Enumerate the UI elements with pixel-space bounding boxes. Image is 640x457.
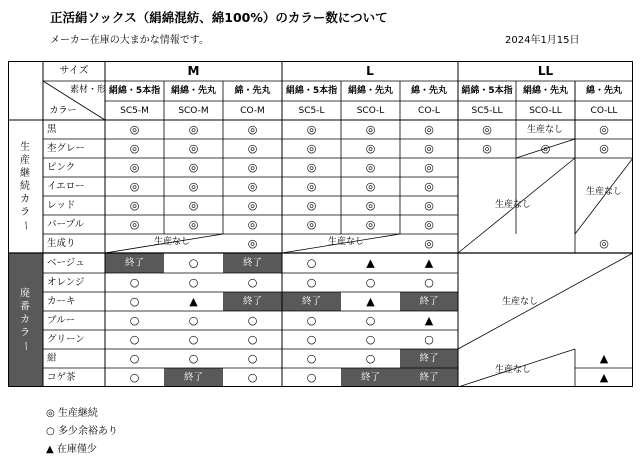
status-cell: ◎	[424, 142, 434, 155]
status-cell: ○	[247, 314, 258, 327]
status-cell: ◎	[306, 161, 317, 174]
row-color-label: パープル	[47, 219, 85, 230]
page-title: 正活絹ソックス（絹綿混紡、綿100%）のカラー数について	[50, 10, 388, 25]
group-label-continued: カ	[20, 194, 30, 205]
material-header: 絹綿・先丸	[522, 86, 569, 96]
status-cell: ○	[188, 333, 199, 346]
row-color-label: レッド	[47, 200, 76, 211]
material-header: 絹綿・5本指	[285, 86, 338, 96]
product-code: SCO-M	[178, 106, 209, 116]
row-color-label: 生成り	[47, 238, 76, 249]
status-cell: ◎	[365, 180, 376, 193]
status-cell: ◎	[129, 161, 140, 174]
status-cell: ▲	[366, 295, 375, 308]
color-label: カラー	[49, 106, 77, 116]
group-label-continued: ー	[19, 220, 31, 231]
group-label-continued: 続	[20, 181, 30, 192]
status-cell: ◎	[306, 218, 317, 231]
status-cell: ○	[424, 333, 434, 346]
status-cell: ◎	[129, 180, 140, 193]
product-code: SC5-L	[298, 106, 325, 116]
status-ended: 終了	[183, 372, 204, 383]
group-label-discontinued: カ	[20, 314, 30, 326]
row-color-label: ベージュ	[47, 257, 85, 269]
legend-label: 多少余裕あり	[57, 426, 118, 437]
material-label: 素材・形	[69, 85, 107, 95]
status-ended: 終了	[360, 372, 381, 383]
status-cell: ▲	[424, 314, 434, 327]
status-cell: ◎	[424, 218, 434, 231]
status-cell: ◎	[247, 161, 258, 174]
row-color-label: イエロー	[47, 181, 85, 192]
row-color-label: 黒	[47, 124, 57, 135]
status-cell: ▲	[424, 256, 434, 270]
status-cell: ◎	[306, 123, 317, 136]
not-produced-label: 生産なし	[494, 200, 532, 210]
row-color-label: カーキ	[47, 296, 76, 307]
row-color-label: 紺	[47, 353, 57, 364]
status-cell: ○	[247, 276, 258, 289]
status-cell: ○	[129, 276, 140, 289]
material-header: 絹綿・先丸	[347, 86, 394, 96]
group-label-continued: 生	[20, 142, 30, 153]
color-availability-table	[8, 61, 633, 387]
status-cell: ◎	[247, 199, 258, 212]
status-cell: ○	[365, 352, 376, 365]
status-ended: 終了	[419, 372, 439, 383]
status-cell: ○	[247, 371, 258, 384]
status-ended: 終了	[301, 296, 322, 307]
status-ended: 終了	[124, 257, 145, 269]
product-code: SCO-LL	[529, 106, 562, 116]
not-produced-label: 生産なし	[526, 125, 564, 135]
status-cell: ○	[306, 314, 317, 327]
group-label-continued: ラ	[20, 207, 30, 218]
status-cell: ○	[188, 276, 199, 289]
row-color-label: コゲ茶	[47, 372, 76, 383]
legend-label: 在庫僅少	[56, 444, 97, 455]
status-cell: ◎	[188, 218, 199, 231]
group-label-discontinued: ラ	[20, 327, 30, 339]
material-header: 絹綿・5本指	[461, 86, 513, 96]
status-cell: ◎	[306, 142, 317, 155]
product-code: SC5-LL	[471, 106, 503, 116]
not-produced-label: 生産なし	[501, 297, 539, 307]
legend-item-some-stock	[46, 422, 118, 437]
status-cell: ○	[188, 256, 199, 270]
status-cell: ○	[129, 371, 140, 384]
status-cell: ◎	[365, 161, 376, 174]
status-cell: ○	[424, 276, 434, 289]
status-cell: ◎	[188, 161, 199, 174]
status-cell: ○	[306, 333, 317, 346]
size-header: M	[187, 64, 200, 78]
status-cell: ○	[306, 256, 317, 270]
status-cell: ○	[365, 276, 376, 289]
group-label-discontinued: ー	[19, 341, 31, 351]
status-cell: ◎	[188, 199, 199, 212]
product-code: CO-L	[418, 106, 440, 116]
status-cell: ▲	[189, 295, 198, 308]
material-header: 絹綿・先丸	[170, 86, 217, 96]
legend-symbol: ◎	[46, 408, 55, 419]
size-header: L	[366, 64, 374, 78]
status-cell: ○	[247, 352, 258, 365]
status-cell: ○	[306, 276, 317, 289]
size-header: LL	[537, 64, 554, 78]
legend-label: 生産継続	[57, 408, 98, 419]
status-cell: ◎	[424, 199, 434, 212]
product-code: CO-LL	[590, 106, 618, 116]
not-produced-label: 生産なし	[153, 237, 191, 247]
row-color-label: 杢グレー	[47, 143, 86, 154]
status-cell: ◎	[129, 218, 140, 231]
material-header: 綿・先丸	[410, 86, 448, 96]
row-color-label: オレンジ	[47, 277, 85, 288]
status-cell: ◎	[365, 142, 376, 155]
status-ended: 終了	[242, 296, 263, 307]
status-cell: ◎	[129, 199, 140, 212]
row-color-label: ブルー	[47, 315, 76, 326]
group-label-discontinued: 廃	[20, 288, 30, 300]
status-cell: ◎	[424, 180, 434, 193]
status-cell: ◎	[482, 123, 492, 136]
status-cell: ○	[188, 314, 199, 327]
status-cell: ◎	[129, 123, 140, 136]
status-cell: ○	[129, 352, 140, 365]
status-cell: ▲	[599, 371, 609, 384]
status-cell: ◎	[306, 180, 317, 193]
status-cell: ◎	[188, 180, 199, 193]
group-label-continued: 継	[20, 168, 30, 179]
status-cell: ◎	[424, 161, 434, 174]
status-cell: ◎	[247, 123, 258, 136]
status-cell: ○	[188, 352, 199, 365]
status-cell: ◎	[247, 180, 258, 193]
product-code: SCO-L	[356, 106, 385, 116]
status-cell: ○	[129, 333, 140, 346]
not-produced-label: 生産なし	[585, 187, 623, 197]
not-produced-diagonal	[458, 253, 633, 349]
status-cell: ▲	[599, 352, 609, 365]
legend-symbol: ▲	[46, 444, 54, 455]
not-produced-label: 生産なし	[327, 237, 365, 247]
status-cell: ◎	[188, 142, 199, 155]
material-header: 綿・先丸	[585, 86, 623, 96]
row-color-label: ピンク	[47, 162, 76, 173]
date: 2024年1月15日	[505, 35, 580, 46]
status-cell: ◎	[599, 237, 609, 250]
status-cell: ○	[247, 333, 258, 346]
status-cell: ◎	[188, 123, 199, 136]
status-cell: ◎	[129, 142, 140, 155]
status-cell: ◎	[599, 142, 609, 155]
status-cell: ○	[306, 371, 317, 384]
status-cell: ◎	[424, 237, 434, 250]
legend-item-low-stock	[46, 440, 97, 455]
legend-item-continued	[46, 404, 98, 419]
status-ended: 終了	[419, 353, 439, 364]
group-label-discontinued: 番	[20, 301, 30, 313]
material-header: 綿・先丸	[234, 86, 271, 96]
status-ended: 終了	[419, 296, 439, 307]
status-cell: ◎	[599, 123, 609, 136]
material-header: 絹綿・5本指	[108, 86, 161, 96]
status-cell: ◎	[424, 123, 434, 136]
status-cell: ◎	[306, 199, 317, 212]
status-ended: 終了	[242, 257, 263, 269]
product-code: CO-M	[240, 106, 265, 116]
status-cell: ◎	[247, 142, 258, 155]
status-cell: ◎	[365, 199, 376, 212]
status-cell: ◎	[540, 142, 551, 155]
status-cell: ◎	[482, 142, 492, 155]
size-label: サイズ	[59, 65, 89, 77]
status-cell: ▲	[366, 256, 375, 270]
status-cell: ◎	[247, 237, 258, 250]
status-cell: ◎	[247, 218, 258, 231]
status-cell: ○	[365, 314, 376, 327]
subtitle: メーカー在庫の大まかな情報です。	[50, 35, 209, 46]
group-label-continued: 産	[20, 155, 30, 166]
status-cell: ○	[306, 352, 317, 365]
not-produced-label: 生産なし	[494, 365, 532, 375]
product-code: SC5-M	[120, 106, 149, 116]
legend-symbol: ○	[46, 426, 55, 437]
status-cell: ◎	[365, 123, 376, 136]
row-color-label: グリーン	[47, 334, 85, 345]
status-cell: ○	[365, 333, 376, 346]
status-cell: ◎	[365, 218, 376, 231]
status-cell: ○	[129, 295, 140, 308]
status-cell: ○	[129, 314, 140, 327]
